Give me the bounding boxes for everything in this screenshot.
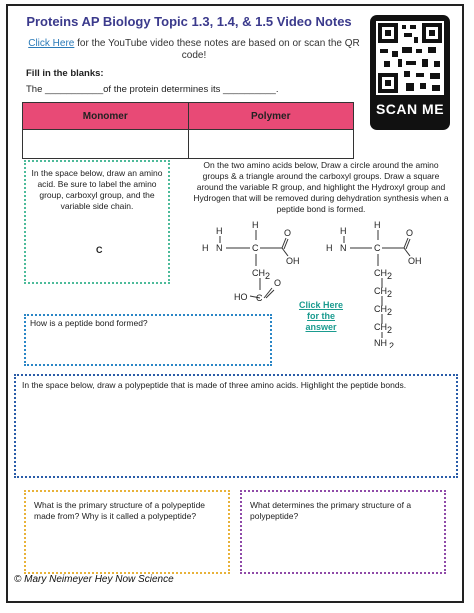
- qr-code[interactable]: [370, 15, 450, 130]
- mol1-ch2-sub: 2: [265, 271, 271, 281]
- carbon-label: C: [96, 245, 103, 255]
- table-header-monomer: Monomer: [23, 103, 189, 130]
- mol2-ch2-a: CH: [374, 268, 387, 278]
- mol2-h-alpha: H: [374, 220, 381, 230]
- table-header-polymer: Polymer: [188, 103, 354, 130]
- mol1-o-side: O: [274, 278, 282, 288]
- video-link[interactable]: Click Here: [28, 38, 75, 49]
- primary-structure-from-question: What is the primary structure of a polypeptide made from? Why is it called a polypeptide?: [34, 500, 206, 521]
- monomer-answer-cell[interactable]: [23, 130, 189, 159]
- fill-blanks-sentence: The ___________of the protein determines its __________.: [26, 84, 279, 95]
- mol1-h-left: H: [202, 243, 209, 253]
- polypeptide-question: In the space below, draw a polypeptide that is made of three amino acids. Highlight the peptide bonds.: [22, 380, 407, 390]
- mol2-c-alpha: C: [374, 243, 381, 253]
- mol2-ch2-d-sub: 2: [387, 325, 393, 335]
- answer-link-line-3: answer: [305, 322, 337, 332]
- primary-structure-determines-question: What determines the primary structure of a polypeptide?: [250, 500, 412, 521]
- page-title: Proteins AP Biology Topic 1.3, 1.4, & 1.5 Video Notes: [26, 14, 352, 29]
- mol2-nh2: NH: [374, 338, 387, 348]
- mol2-oh: OH: [408, 256, 422, 266]
- qr-icon: [376, 21, 444, 95]
- mol1-n: N: [216, 243, 223, 253]
- mol2-h-top: H: [340, 226, 347, 236]
- answer-link-line-2: for the: [307, 311, 335, 321]
- polymer-answer-cell[interactable]: [188, 130, 354, 159]
- monomer-polymer-table: [22, 102, 354, 159]
- mol1-c-side: C: [256, 293, 263, 303]
- mol2-ch2-b: CH: [374, 286, 387, 296]
- copyright-credit: © Mary Neimeyer Hey Now Science: [14, 574, 174, 585]
- video-instructions-text: for the YouTube video these notes are based on or scan the QR code!: [74, 38, 360, 61]
- mol2-ch2-c-sub: 2: [387, 307, 393, 317]
- peptide-bond-question: How is a peptide bond formed?: [30, 318, 148, 328]
- qr-pattern: [376, 21, 444, 95]
- video-instructions: [24, 38, 364, 62]
- answer-link-line-1: Click Here: [298, 300, 344, 310]
- mol2-ch2-d: CH: [374, 322, 387, 332]
- mol2-n: N: [340, 243, 347, 253]
- fill-blanks-heading: Fill in the blanks:: [26, 68, 104, 79]
- mol1-h-alpha: H: [252, 220, 259, 230]
- mol1-ho: HO: [234, 292, 248, 302]
- scan-me-label: SCAN ME: [375, 101, 445, 117]
- mol2-o: O: [406, 228, 414, 238]
- mol1-h-top: H: [216, 226, 223, 236]
- mol2-ch2-b-sub: 2: [387, 289, 393, 299]
- mol2-nh2-sub: 2: [389, 341, 395, 348]
- mol1-oh: OH: [286, 256, 300, 266]
- mol2-h-left: H: [326, 243, 333, 253]
- mol1-ch2: CH: [252, 268, 265, 278]
- mol1-o: O: [284, 228, 292, 238]
- answer-link[interactable]: [292, 300, 350, 333]
- mol2-ch2-c: CH: [374, 304, 387, 314]
- mol2-ch2-a-sub: 2: [387, 271, 393, 281]
- mol1-c-alpha: C: [252, 243, 259, 253]
- amino-acid-instructions: On the two amino acids below, Draw a circle around the amino groups & a triangle around the carboxyl groups. Draw a square around the variable R group, and highlight the Hydroxyl group and Hydrogen that will be removed during dehydration synthesis when a peptide bond is formed.: [193, 160, 449, 214]
- draw-amino-acid-instructions: In the space below, draw an amino acid. Be sure to label the amino group, carboxyl group, and the variable side chain.: [31, 168, 163, 211]
